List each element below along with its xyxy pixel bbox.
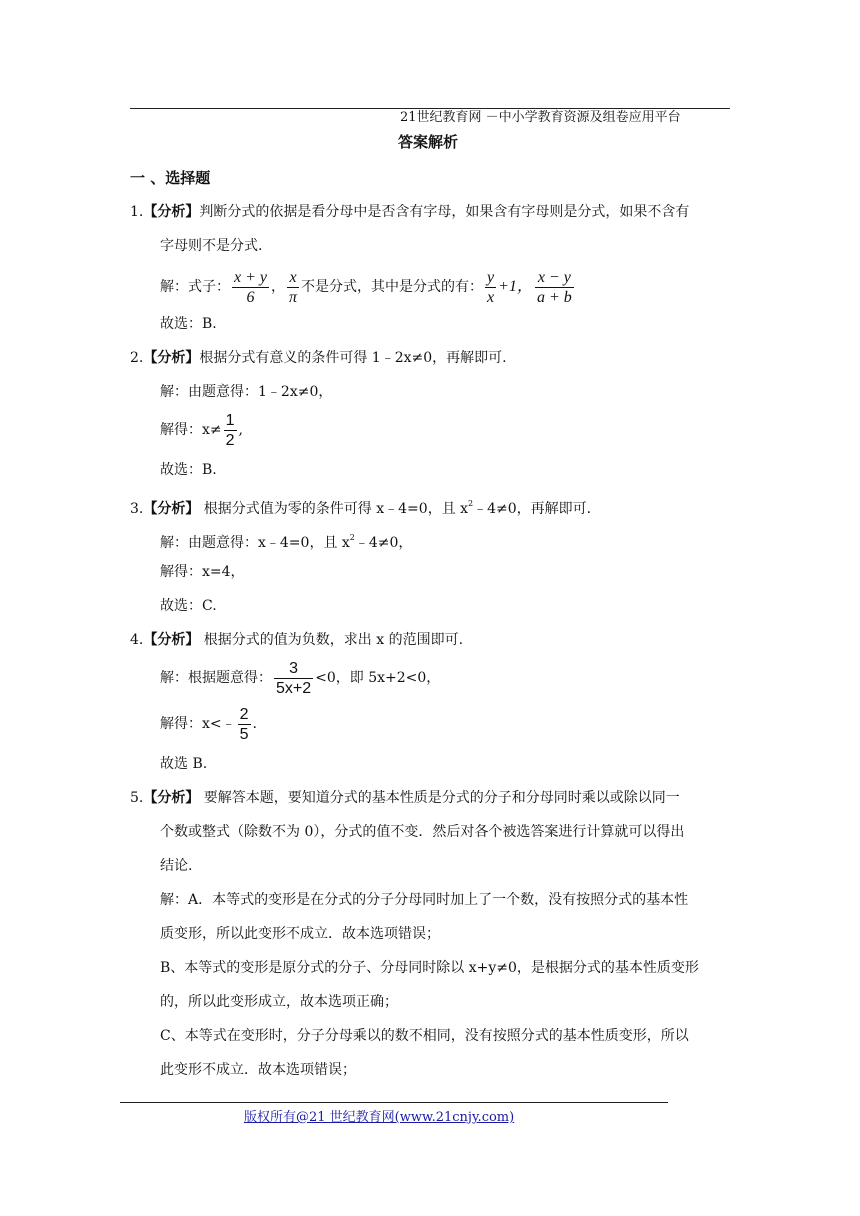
question-5-analysis-line-2: 个数或整式（除数不为 0），分式的值不变．然后对各个被选答案进行计算就可以得出 bbox=[160, 824, 685, 840]
fraction: $\frac{x}{\pi}$ bbox=[289, 268, 298, 306]
question-3-line-2: 解得：x=4， bbox=[160, 564, 245, 580]
fraction: $\frac{y}{x}$ bbox=[487, 268, 495, 306]
fraction: $\frac{1}{2}$ bbox=[225, 411, 235, 449]
question-4-line-1: 解：根据题意得： $\frac{3}{5x+2}$ <0，即 5x+2<0， bbox=[160, 659, 441, 697]
question-1-solution: 解：式子： $\frac{x + y}{6}$ ， $\frac{x}{\pi}$ 不是分式，其中是分式的有： $\frac{y}{x}$ +1， $\frac{x - y}{a + b}$ bbox=[160, 268, 572, 306]
fraction: $\frac{x + y}{6}$ bbox=[234, 268, 267, 306]
question-5-option-a-line-2: 质变形，所以此变形不成立．故本选项错误； bbox=[160, 926, 440, 942]
question-3-line-1: 解：由题意得：x﹣4=0，且 $x^2﹣4\ne 0$， bbox=[160, 533, 413, 551]
question-3-answer: 故选：C. bbox=[160, 598, 217, 614]
question-5-analysis-line-3: 结论. bbox=[160, 858, 193, 874]
fraction: $\frac{3}{5x+2}$ bbox=[276, 659, 312, 697]
question-2-line-1: 解：由题意得：1﹣2x≠0， bbox=[160, 384, 333, 400]
question-2-analysis: 2.【分析】根据分式有意义的条件可得 1﹣2x≠0，再解即可. bbox=[130, 350, 507, 366]
question-1-answer: 故选：B. bbox=[160, 316, 217, 332]
question-1-analysis bbox=[130, 202, 689, 222]
question-2-answer: 故选：B. bbox=[160, 462, 217, 478]
question-5-option-c-line-1: C、本等式在变形时，分子分母乘以的数不相同，没有按照分式的基本性质变形，所以 bbox=[160, 1028, 689, 1044]
analysis-tag: 【分析】 bbox=[143, 204, 200, 220]
question-5-option-b-line-2: 的，所以此变形成立，故本选项正确； bbox=[160, 994, 398, 1010]
question-3-analysis: 3.【分析】 根据分式值为零的条件可得 x﹣4=0，且 $x^2﹣4\ne 0$，再解即可. bbox=[130, 499, 592, 517]
question-2-line-2: 解得：x≠ $\frac{1}{2}$ , bbox=[160, 411, 243, 449]
question-4-line-2: 解得：x<﹣ $\frac{2}{5}$ . bbox=[160, 705, 257, 743]
question-5-option-c-line-2: 此变形不成立．故本选项错误； bbox=[160, 1062, 356, 1078]
section-heading: 一 、选择题 bbox=[130, 169, 211, 187]
header-text: 21世纪教育网 －中小学教育资源及组卷应用平台 bbox=[400, 110, 681, 125]
question-number: 1. bbox=[130, 204, 144, 220]
question-5-analysis: 5.【分析】 要解答本题，要知道分式的基本性质是分式的分子和分母同时乘以或除以同一 bbox=[130, 790, 680, 806]
page-title: 答案解析 bbox=[398, 133, 459, 151]
fraction: $\frac{x - y}{a + b}$ bbox=[536, 268, 572, 306]
footer-copyright-link[interactable]: 版权所有@21 世纪教育网(www.21cnjy.com) bbox=[244, 1110, 515, 1125]
question-1-analysis-cont: 字母则不是分式. bbox=[160, 238, 263, 254]
question-5-option-a-line-1: 解：A．本等式的变形是在分式的分子分母同时加上了一个数，没有按照分式的基本性 bbox=[160, 892, 689, 908]
question-4-analysis: 4.【分析】 根据分式的值为负数，求出 x 的范围即可. bbox=[130, 632, 464, 648]
footer-rule bbox=[120, 1102, 668, 1103]
analysis-text: 判断分式的依据是看分母中是否含有字母，如果含有字母则是分式，如果不含有 bbox=[199, 204, 690, 220]
question-5-option-b-line-1: B、本等式的变形是原分式的分子、分母同时除以 x+y≠0，是根据分式的基本性质变形 bbox=[160, 960, 699, 976]
question-4-answer: 故选 B. bbox=[160, 756, 208, 772]
fraction: $\frac{2}{5}$ bbox=[239, 705, 249, 743]
